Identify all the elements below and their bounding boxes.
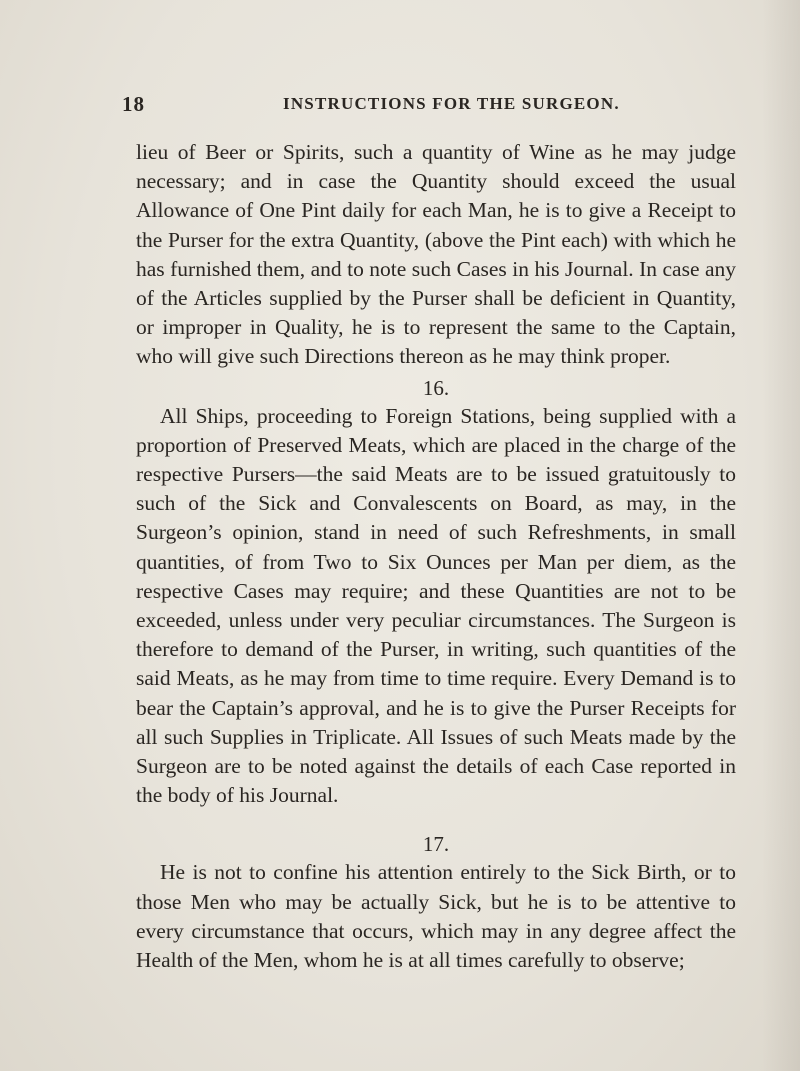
paragraph-section-16: All Ships, proceeding to Foreign Stations, being supplied with a proportion of Preserved Meats, which are placed in the charge of the respective Pursers—the said Meats are to be issued gratuitously to such of the Sick and Convalescents on Board, as may, in the Surgeon’s opinion, stand in need of such Refreshments, in small quantities, of from Two to Six Ounces per Man per diem, as the respective Cases may require; and these Quantities are not to be exceeded, unless under very peculiar circumstances. The Surgeon is therefore to demand of the Purser, in writing, such quantities of the said Meats, as he may from time to time require. Every Demand is to bear the Captain’s approval, and he is to give the Purser Receipts for all such Supplies in Triplicate. All Issues of such Meats made by the Surgeon are to be noted against the details of each Case reported in the body of his Journal. bbox=[136, 403, 736, 808]
paragraph-section-17: He is not to confine his attention entirely to the Sick Birth, or to those Men who may be actually Sick, but he is to be attentive to every circumstance that occurs, which may in any degree affect the Health of the Men, whom he is at all times carefully to observe; bbox=[136, 860, 736, 973]
page-number: 18 bbox=[122, 92, 145, 116]
paragraph-continuation: lieu of Beer or Spirits, such a quantity of Wine as he may judge necessary; and in case the Quantity should exceed the usual Allowance of One Pint daily for each Man, he is to give a Receipt to the Purser for the extra Quantity, (above the Pint each) with which he has furnished them, and to note such Cases in his Journal. In case any of the Articles supplied by the Purser shall be deficient in Quantity, or improper in Quality, he is to represent the same to the Captain, who will give such Directions thereon as he may think proper. bbox=[136, 140, 736, 369]
section-number-17: 17. bbox=[422, 832, 450, 857]
body-text bbox=[136, 138, 736, 975]
page-header bbox=[122, 92, 722, 122]
page-edge-shadow bbox=[762, 0, 800, 1071]
running-head: INSTRUCTIONS FOR THE SURGEON. bbox=[283, 94, 620, 113]
section-number-16: 16. bbox=[422, 375, 450, 400]
section-gap bbox=[136, 810, 736, 828]
